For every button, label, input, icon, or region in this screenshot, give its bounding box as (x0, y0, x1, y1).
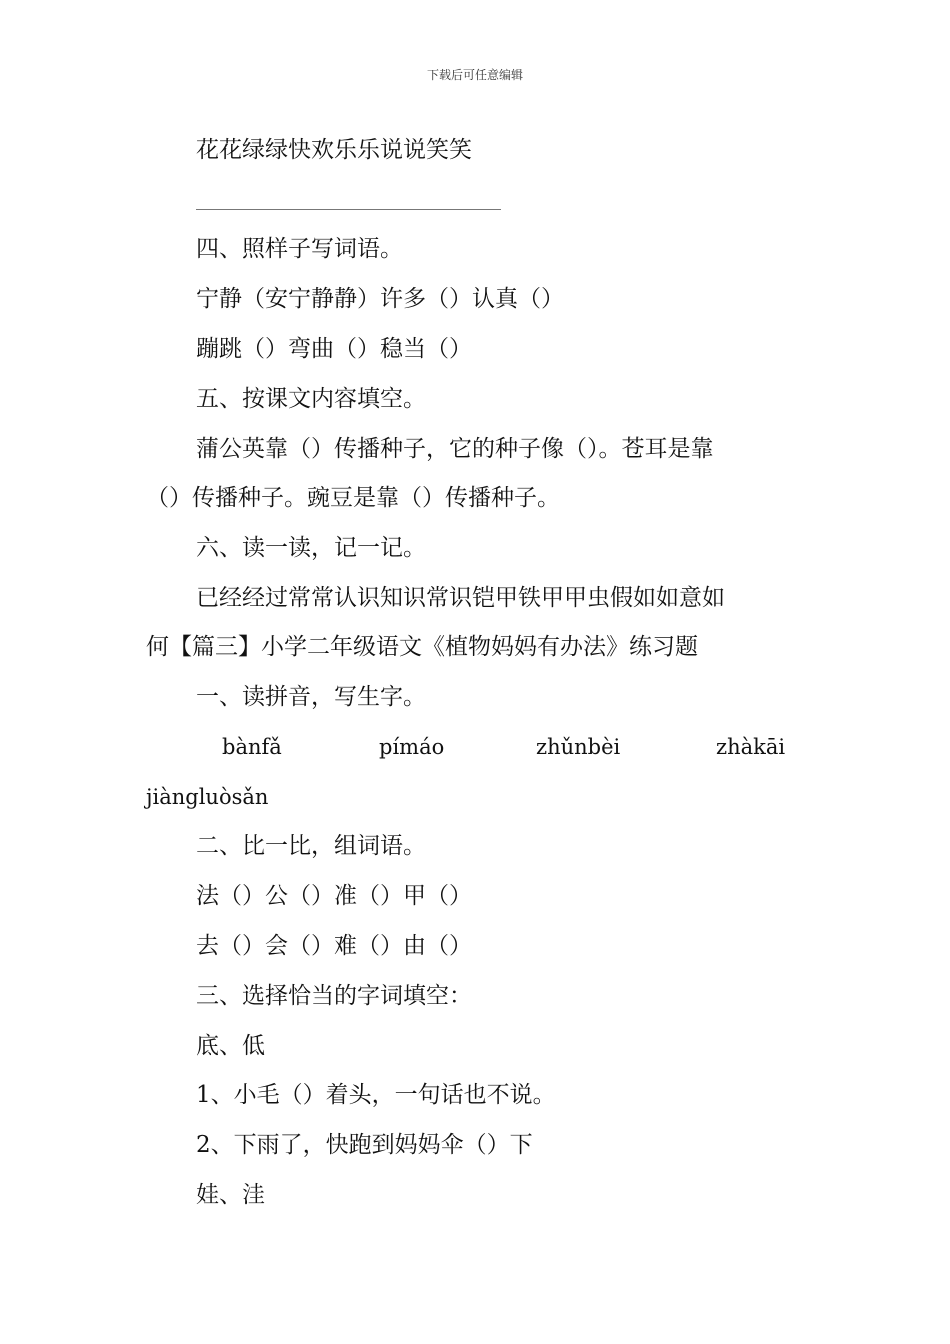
text-line: 何【篇三】小学二年级语文《植物妈妈有办法》练习题 (146, 634, 698, 660)
text-line: 2、下雨了，快跑到妈妈伞（）下 (196, 1132, 533, 1158)
text-line: 蹦跳（）弯曲（）稳当（） (196, 336, 472, 362)
pinyin-item: zhàkāi (716, 735, 786, 759)
pinyin-item: jiàngluòsǎn (146, 785, 269, 809)
text-line: 法（）公（）准（）甲（） (196, 883, 472, 909)
text-line: 娃、洼 (196, 1182, 265, 1208)
section-heading: 三、选择恰当的字词填空： (196, 983, 472, 1009)
text-line: 1、小毛（）着头，一句话也不说。 (196, 1082, 556, 1108)
section-heading: 五、按课文内容填空。 (196, 386, 426, 412)
text-line: 已经经过常常认识知识常识铠甲铁甲甲虫假如如意如 (196, 585, 725, 611)
page-header-note: 下载后可任意编辑 (426, 68, 523, 82)
text-line: 宁静（安宁静静）许多（）认真（） (196, 286, 564, 312)
pinyin-item: zhǔnbèi (536, 735, 621, 759)
section-heading: 四、照样子写词语。 (196, 236, 403, 262)
blank-underline (196, 209, 501, 210)
section-heading: 六、读一读，记一记。 (196, 535, 426, 561)
text-line: 去（）会（）难（）由（） (196, 933, 472, 959)
section-heading: 一、读拼音，写生字。 (196, 684, 426, 710)
pinyin-item: pímáo (379, 735, 445, 759)
pinyin-item: bànfǎ (222, 735, 282, 759)
section-heading: 二、比一比，组词语。 (196, 833, 426, 859)
text-line: 花花绿绿快欢乐乐说说笑笑 (196, 137, 472, 163)
text-line: 底、低 (196, 1033, 265, 1059)
text-line: （）传播种子。豌豆是靠（）传播种子。 (146, 485, 560, 511)
text-line: 蒲公英靠（）传播种子，它的种子像（）。苍耳是靠 (196, 436, 714, 462)
